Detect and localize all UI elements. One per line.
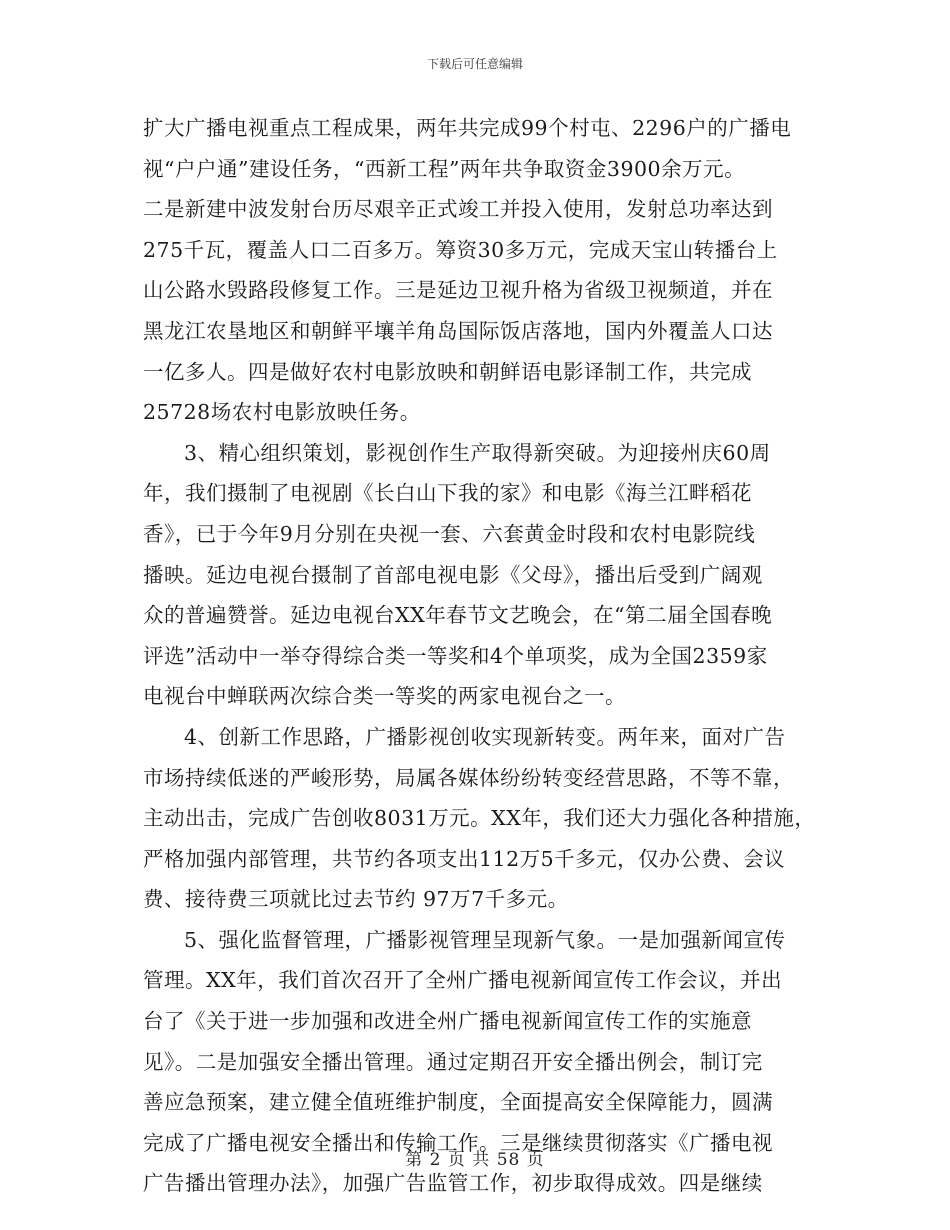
text-line: 年，我们摄制了电视剧《长白山下我的家》和电影《海兰江畔稻花 — [143, 481, 752, 506]
text-line: 二是新建中波发射台历尽艰辛正式竣工并投入使用，发射总功率达到 — [143, 197, 773, 222]
text-line: 山公路水毁路段修复工作。三是延边卫视升格为省级卫视频道，并在 — [143, 278, 773, 303]
text-line: 广告播出管理办法》，加强广告监管工作，初步取得成效。四是继续 — [143, 1171, 763, 1196]
text-line: 管理。XX年，我们首次召开了全州广播电视新闻宣传工作会议，并出 — [143, 968, 783, 993]
text-line: 主动出击，完成广告创收8031万元。XX年，我们还大力强化各种措施， — [143, 806, 816, 831]
text-line: 香》，已于今年9月分别在央视一套、六套黄金时段和农村电影院线 — [143, 521, 756, 546]
page-number-footer: 第 2 页 共 58 页 — [405, 1150, 545, 1170]
text-line: 播映。延边电视台摄制了首部电视电影《父母》，播出后受到广阔观 — [143, 562, 763, 587]
text-line: 费、接待费三项就比过去节约 97万7千多元。 — [143, 887, 569, 912]
text-line: 扩大广播电视重点工程成果，两年共完成99个村屯、2296户的广播电 — [143, 116, 792, 140]
text-line: 25728场农村电影放映任务。 — [143, 400, 421, 425]
text-line: 3、精心组织策划，影视创作生产取得新突破。为迎接州庆60周 — [184, 440, 771, 465]
text-line: 视“户户通”建设任务，“西新工程”两年共争取资金3900余万元。 — [143, 156, 746, 181]
page-header: 下载后可任意编辑 — [426, 57, 523, 71]
document-body — [143, 108, 816, 1204]
text-line: 严格加强内部管理，共节约各项支出112万5千多元，仅办公费、会议 — [143, 846, 786, 871]
text-line: 见》。二是加强安全播出管理。通过定期召开安全播出例会，制订完 — [143, 1049, 763, 1074]
text-line: 众的普遍赞誉。延边电视台XX年春节文艺晚会，在“第二届全国春晚 — [143, 603, 773, 628]
text-line: 市场持续低迷的严峻形势，局属各媒体纷纷转变经营思路，不等不靠， — [143, 765, 794, 790]
text-line: 黑龙江农垦地区和朝鲜平壤羊角岛国际饭店落地，国内外覆盖人口达 — [143, 318, 773, 343]
text-line: 4、创新工作思路，广播影视创收实现新转变。两年来，面对广告 — [184, 724, 786, 749]
text-line: 完成了广播电视安全播出和传输工作。三是继续贯彻落实《广播电视 — [143, 1130, 773, 1155]
text-line: 5、强化监督管理，广播影视管理呈现新气象。一是加强新闻宣传 — [184, 927, 786, 952]
text-line: 一亿多人。四是做好农村电影放映和朝鲜语电影译制工作，共完成 — [143, 359, 752, 384]
text-line: 275千瓦，覆盖人口二百多万。筹资30多万元，完成天宝山转播台上 — [143, 237, 778, 262]
text-line: 电视台中蝉联两次综合类一等奖的两家电视台之一。 — [143, 684, 626, 709]
text-line: 评选”活动中一举夺得综合类一等奖和4个单项奖，成为全国2359家 — [143, 643, 768, 668]
text-line: 善应急预案，建立健全值班维护制度，全面提高安全保障能力，圆满 — [143, 1090, 773, 1115]
text-line: 台了《关于进一步加强和改进全州广播电视新闻宣传工作的实施意 — [143, 1009, 752, 1034]
